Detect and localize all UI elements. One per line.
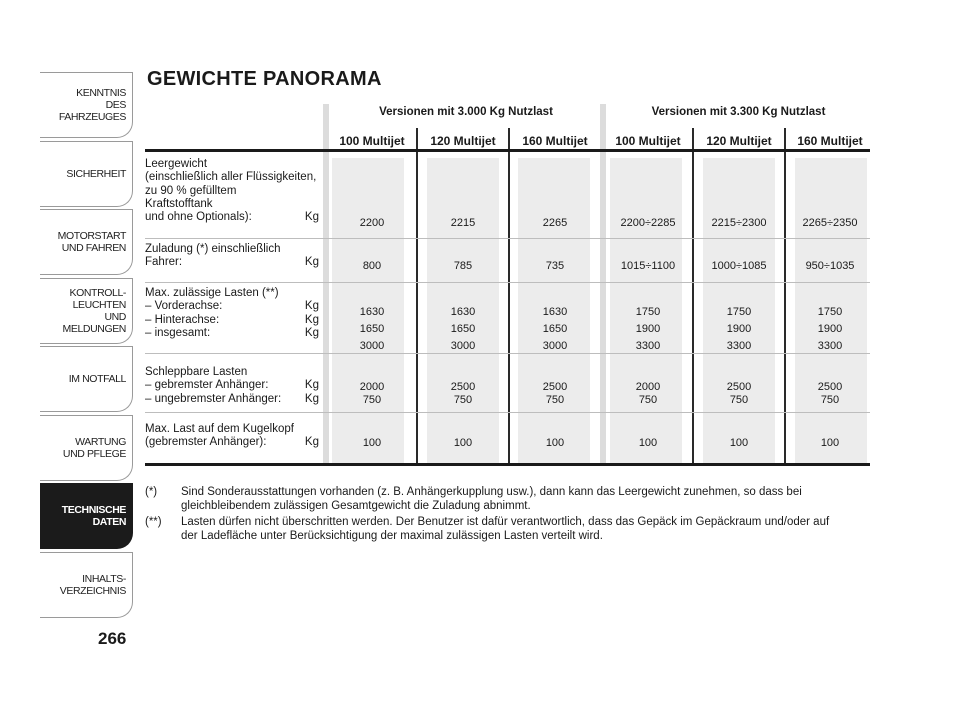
row-label — [145, 366, 321, 406]
row-label-line — [145, 379, 321, 392]
table-cell: 2500 750 — [817, 381, 843, 407]
footnotes — [145, 486, 845, 546]
page-number: 266 — [98, 629, 127, 648]
table-cell: 1630 1650 3000 — [359, 306, 385, 352]
row-label-text: zu 90 % gefülltem — [145, 184, 237, 197]
table-divider-stripe — [323, 104, 329, 463]
chapter-tab[interactable]: TECHNISCHE DATEN — [40, 483, 133, 549]
table-cell: 1630 1650 3000 — [450, 306, 476, 352]
column-header: 120 Multijet — [430, 134, 496, 148]
row-label-line — [145, 185, 321, 198]
column-header: 100 Multijet — [615, 134, 681, 148]
table-cell: 2500 750 — [542, 381, 568, 407]
bottom-rule — [145, 463, 870, 466]
table-cell: 100 — [638, 437, 658, 449]
column-header: 100 Multijet — [339, 134, 405, 148]
unit-label: Kg — [304, 300, 319, 313]
table-cell: 2215÷2300 — [711, 217, 767, 229]
table-cell: 2500 750 — [726, 381, 752, 407]
unit-label: Kg — [304, 379, 319, 392]
footnote-text: Lasten dürfen nicht überschritten werden. Der Benutzer ist dafür verantwortlich, dass das Gepäck im Gepäckraum und/oder auf der Ladefläche unter Berücksichtigung der maximal zulässigen Lasten verteilt wird. — [181, 516, 830, 542]
chapter-tab[interactable]: SICHERHEIT — [40, 141, 133, 207]
table-cell: 2500 750 — [450, 381, 476, 407]
row-label-line — [145, 211, 321, 224]
weights-table — [145, 102, 870, 466]
table-cell: 1750 1900 3300 — [635, 306, 661, 352]
footnote-mark: (*) — [145, 486, 158, 498]
footnote-mark: (**) — [145, 516, 162, 528]
row-label — [145, 158, 321, 224]
page-title: GEWICHTE PANORAMA — [147, 68, 382, 90]
row-label-text: Max. zulässige Lasten (**) — [145, 287, 279, 299]
table-cell: 800 — [362, 260, 382, 272]
table-cell: 100 — [820, 437, 840, 449]
row-label-text: – gebremster Anhänger: — [145, 379, 269, 392]
row-label-text: – insgesamt: — [145, 326, 211, 339]
unit-label: Kg — [304, 326, 319, 339]
table-cell: 100 — [362, 437, 382, 449]
table-cell: 1000÷1085 — [711, 260, 767, 272]
row-label-text: – Hinterachse: — [145, 313, 220, 326]
row-label-line — [145, 158, 321, 171]
row-separator — [145, 412, 870, 413]
row-label-line — [145, 287, 321, 300]
row-label — [145, 287, 321, 340]
row-label-line — [145, 327, 321, 340]
table-cell: 950÷1035 — [805, 260, 855, 272]
unit-label — [319, 171, 321, 184]
row-label-line — [145, 393, 321, 406]
unit-label — [319, 287, 321, 300]
footnote-text: Sind Sonderausstattungen vorhanden (z. B. Anhängerkupplung usw.), dann kann das Leergewicht zunehmen, so dass bei gleichbleibendem zulässigen Gesamtgewicht die Zuladung abnimmt. — [181, 486, 802, 512]
footnote — [145, 516, 845, 543]
unit-label: Kg — [304, 436, 319, 449]
unit-label: Kg — [304, 313, 319, 326]
table-cell: 100 — [453, 437, 473, 449]
unit-label — [319, 198, 321, 211]
table-cell: 2265 — [542, 217, 568, 229]
row-label-text: – Vorderachse: — [145, 300, 223, 313]
row-label-line — [145, 171, 321, 184]
row-label-line — [145, 256, 321, 269]
table-cell: 100 — [545, 437, 565, 449]
column-header: 160 Multijet — [797, 134, 863, 148]
row-label-text: (einschließlich aller Flüssigkeiten, — [145, 171, 317, 184]
column-header: 160 Multijet — [522, 134, 588, 148]
chapter-tab[interactable]: IM NOTFALL — [40, 346, 133, 412]
chapter-tab[interactable]: KENNTNIS DES FAHRZEUGES — [40, 72, 133, 138]
table-divider-stripe — [600, 104, 606, 463]
row-label-text: und ohne Optionals): — [145, 211, 252, 224]
row-label-line — [145, 198, 321, 211]
row-label-line — [145, 423, 321, 436]
row-label-line — [145, 366, 321, 379]
row-label-text: – ungebremster Anhänger: — [145, 392, 282, 405]
unit-label — [319, 185, 321, 198]
footnote — [145, 486, 845, 513]
row-label-text: Fahrer: — [145, 256, 183, 269]
unit-label: Kg — [304, 392, 319, 405]
row-label-text: (gebremster Anhänger): — [145, 436, 267, 449]
unit-label — [319, 158, 321, 171]
column-header: 120 Multijet — [706, 134, 772, 148]
row-separator — [145, 282, 870, 283]
row-label-text: Leergewicht — [145, 158, 208, 170]
table-cell: 2200 — [359, 217, 385, 229]
chapter-tab[interactable]: MOTORSTART UND FAHREN — [40, 209, 133, 275]
row-label-line — [145, 314, 321, 327]
row-label — [145, 243, 321, 270]
table-cell: 1630 1650 3000 — [542, 306, 568, 352]
unit-label: Kg — [304, 211, 319, 224]
table-cell: 2000 750 — [359, 381, 385, 407]
chapter-tab[interactable]: KONTROLL- LEUCHTEN UND MELDUNGEN — [40, 278, 133, 344]
unit-label — [319, 423, 321, 436]
table-cell: 2000 750 — [635, 381, 661, 407]
row-label-line — [145, 243, 321, 256]
table-cell: 1750 1900 3300 — [817, 306, 843, 352]
row-label-line — [145, 436, 321, 449]
unit-label: Kg — [304, 256, 319, 269]
row-label-text: Kraftstofftank — [145, 197, 213, 210]
row-label-line — [145, 300, 321, 313]
table-cell: 1015÷1100 — [620, 260, 676, 272]
table-cell: 1750 1900 3300 — [726, 306, 752, 352]
row-label-text: Zuladung (*) einschließlich — [145, 243, 281, 255]
group-header-3300: Versionen mit 3.300 Kg Nutzlast — [651, 106, 826, 118]
table-cell: 2200÷2285 — [620, 217, 676, 229]
table-cell: 2215 — [450, 217, 476, 229]
row-label-text: Schleppbare Lasten — [145, 366, 248, 378]
row-label-text: Max. Last auf dem Kugelkopf — [145, 423, 294, 435]
unit-label — [319, 366, 321, 379]
table-cell: 100 — [729, 437, 749, 449]
row-label — [145, 423, 321, 450]
table-cell: 2265÷2350 — [802, 217, 858, 229]
chapter-tab[interactable]: INHALTS- VERZEICHNIS — [40, 552, 133, 618]
unit-label — [319, 243, 321, 256]
row-separator — [145, 238, 870, 239]
table-cell: 735 — [545, 260, 565, 272]
table-cell: 785 — [453, 260, 473, 272]
header-rule — [145, 149, 870, 152]
chapter-tab[interactable]: WARTUNG UND PFLEGE — [40, 415, 133, 481]
group-header-3000: Versionen mit 3.000 Kg Nutzlast — [379, 106, 553, 118]
